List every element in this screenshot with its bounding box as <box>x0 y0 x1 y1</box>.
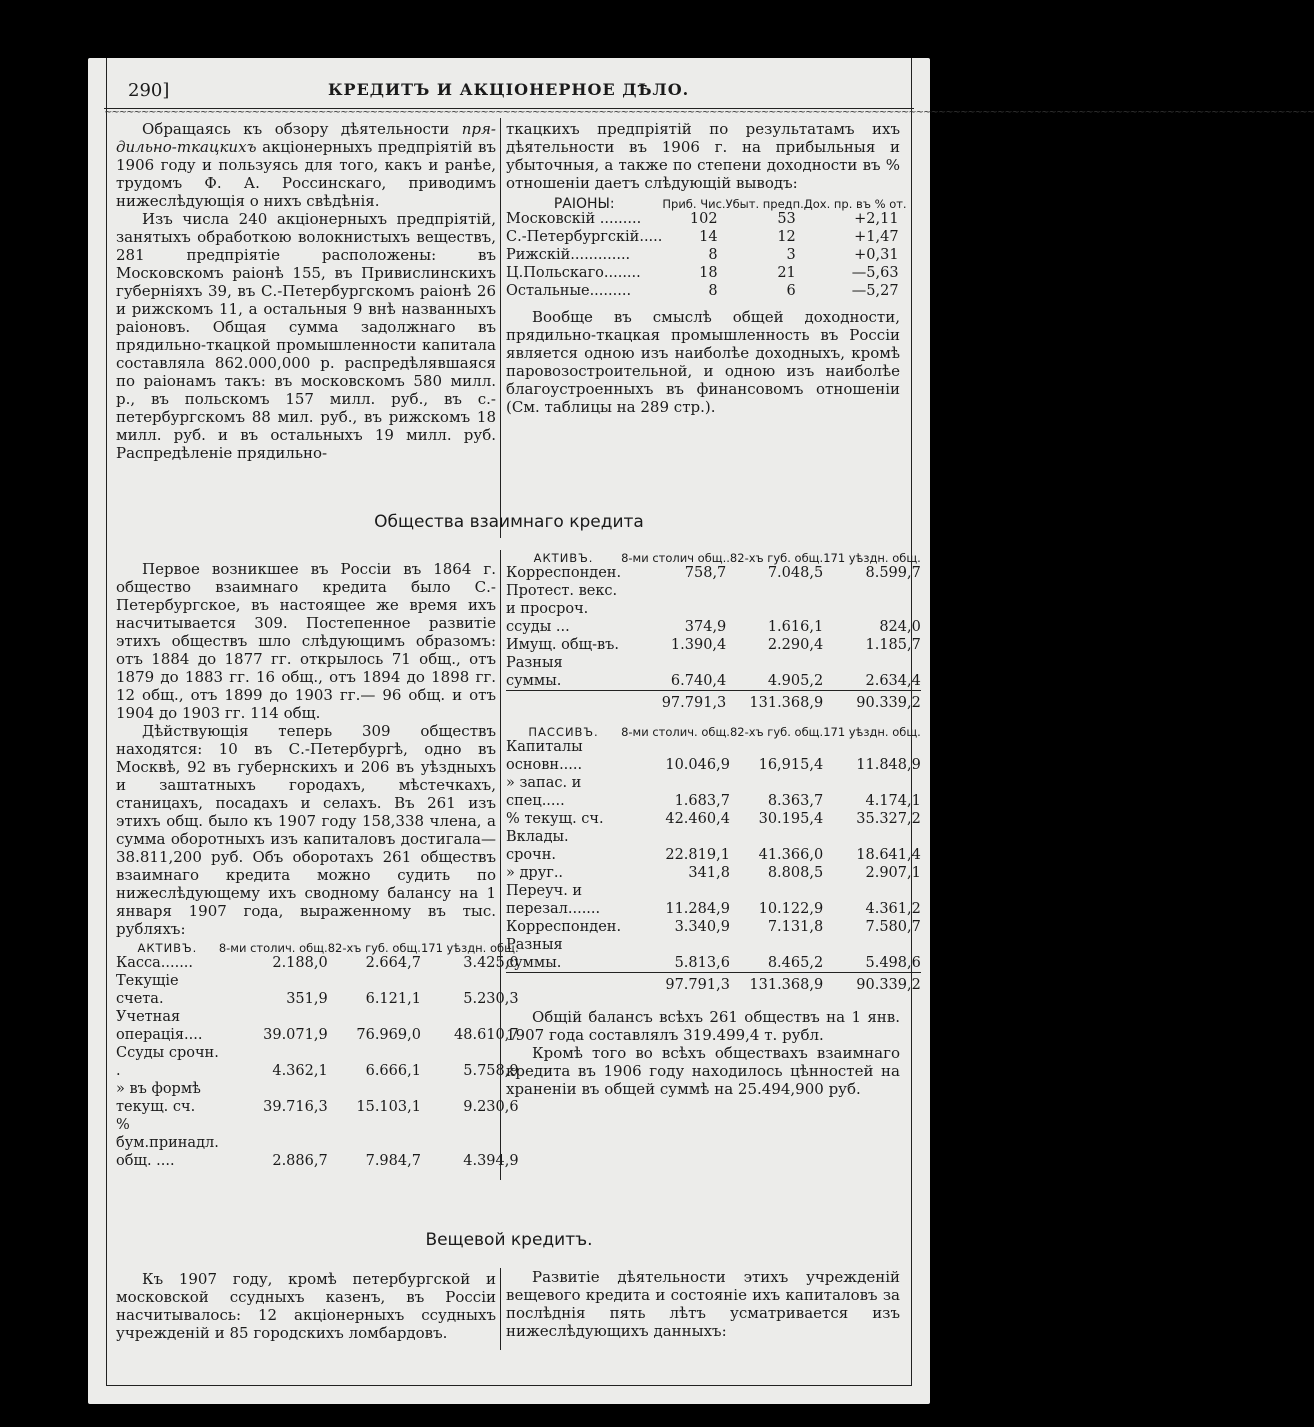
table-cell: 10.122,9 <box>758 901 824 917</box>
top-right-column <box>506 120 907 416</box>
table-cell: 7.048,5 <box>767 565 824 581</box>
paragraph: Общій балансъ всѣхъ 261 обществъ на 1 янв. 1907 года составлялъ 319.499,4 т. рубл. <box>506 1008 900 1044</box>
page-header <box>128 76 890 106</box>
table-head: 171 уѣздн. общ. <box>420 941 519 955</box>
row-label: Переуч. и перезал....... <box>506 883 601 917</box>
page <box>88 58 1314 1404</box>
table-cell: 3.425,0 <box>463 955 519 971</box>
paragraph: Первое возникшее въ Россіи въ 1864 г. общество взаимнаго кредита было С.-Петербургское, въ настоящее же время ихъ насчитывается 309. Постепенное развитіе этихъ обществъ шло слѣдующимъ образомъ: отъ 1884 до 1877 гг. открылось 71 общ., отъ 1879 до 1883 гг. 16 общ., отъ 1894 до 1898 гг. 12 общ., отъ 1899 до 1903 гг.— 96 общ. и отъ 1904 до 1903 гг. 114 общ. <box>116 560 496 722</box>
table-head: Приб. Чис. <box>662 197 726 211</box>
table-cell: 102 <box>689 211 718 227</box>
raion-name: Московскій ......... <box>506 211 642 227</box>
top-left-column <box>116 120 496 462</box>
table-head: 8-ми столич общ. <box>621 551 727 565</box>
table-cell: 9.230,6 <box>463 1099 519 1115</box>
table-cell: 39.716,3 <box>263 1099 328 1115</box>
table-head: 8-ми столич. общ. <box>621 725 730 739</box>
table-row <box>506 636 921 654</box>
row-label: Текущіе счета. <box>116 973 179 1007</box>
table-row <box>506 228 907 246</box>
table-cell: 30.195,4 <box>758 811 824 827</box>
paragraph: Кромѣ того во всѣхъ обществахъ взаимнаго кредита въ 1906 году находилось цѣнностей на храненіи въ общей суммѣ на 25.494,900 руб. <box>506 1044 900 1098</box>
table-row <box>116 1008 519 1044</box>
table-cell: 12 <box>777 229 796 245</box>
table-cell: 2.188,0 <box>272 955 328 971</box>
table-cell: 8.363,7 <box>767 793 824 809</box>
table-cell: 7.984,7 <box>365 1153 421 1169</box>
table-cell: 1.390,4 <box>670 637 727 653</box>
table-cell: 5.230,3 <box>463 991 519 1007</box>
table-row <box>506 864 921 882</box>
table-cell: 21 <box>777 265 796 281</box>
row-label: Корреспонден. <box>506 565 622 581</box>
table-cell: 42.460,4 <box>665 811 730 827</box>
paragraph: Къ 1907 году, кромѣ петербургской и московской ссудныхъ казенъ, въ Россіи насчитывалось: 12 акціонерныхъ ссудныхъ учрежденій и 85 городскихъ ломбардовъ. <box>116 1270 496 1342</box>
paragraph: Вообще въ смыслѣ общей доходности, прядильно-ткацкая промышленность въ Россіи является одною изъ наиболѣе доходныхъ, кромѣ паровозостроительной, и одною изъ наиболѣе благоустроенныхъ въ финансовомъ отношеніи (См. таблицы на 289 стр.). <box>506 308 900 416</box>
section2-right-column <box>506 551 921 1098</box>
table-cell: 4.174,1 <box>865 793 921 809</box>
table-cell: 351,9 <box>286 991 328 1007</box>
section-title: Общества взаимнаго кредита <box>374 512 644 532</box>
table-cell: 6.666,1 <box>365 1063 421 1079</box>
table-cell: 1.616,1 <box>767 619 824 635</box>
table-cell: 14 <box>699 229 718 245</box>
table-row <box>506 774 921 810</box>
table-row <box>506 918 921 936</box>
row-label: » друг.. <box>506 865 564 881</box>
table-cell: 5.758,9 <box>463 1063 519 1079</box>
table-cell: 6 <box>786 283 796 299</box>
table-row <box>506 828 921 864</box>
table-cell: 16,915,4 <box>758 757 824 773</box>
table-cell: +1,47 <box>854 229 899 245</box>
column-divider <box>500 1268 501 1350</box>
table-cell: 5.498,6 <box>865 955 921 971</box>
table-row <box>506 882 921 918</box>
paragraph: Обращаясь къ обзору дѣятельности пря-дильно-ткацкихъ акціонерныхъ предпріятій въ 1906 году и пользуясь для того, какъ и ранѣе, трудомъ Ф. А. Россинскаго, приводимъ нижеслѣдующія о нихъ свѣдѣнія. <box>116 120 496 210</box>
table-cell: 15.103,1 <box>356 1099 421 1115</box>
row-label: Вклады. срочн. <box>506 829 569 863</box>
table-cell: 758,7 <box>684 565 727 581</box>
table-row <box>506 936 921 973</box>
row-label: » запас. и спец..... <box>506 775 582 809</box>
paragraph: Развитіе дѣятельности этихъ учрежденій вещевого кредита и состояніе ихъ капиталовъ за послѣднія пять лѣтъ усматривается изъ нижеслѣдующихъ данныхъ: <box>506 1268 900 1340</box>
table-row <box>506 210 907 228</box>
table-cell: +2,11 <box>854 211 899 227</box>
table-head: 82-хъ губ. общ. <box>327 941 421 955</box>
table-cell: 10.046,9 <box>665 757 730 773</box>
wavy-rule: ~~~~~~~~~~~~~~~~~~~~~~~~~~~~~~~~~~~~~~~~~~~~~~~~~~~~~~~~~~~~~~~~~~~~~~~~~~~~~~~~~~~~~~~~~~~~~~~~~~~~~~~~~~~~~~~~~~~~~~~~~~~~~~~~~~~~~~~~~~~~~~~~~~~~~~~~~~~~~~~~~~~~ <box>104 107 1314 118</box>
table-cell: 4.362,1 <box>272 1063 328 1079</box>
section2-left-column <box>116 560 519 1170</box>
row-label: » въ формѣ текущ. сч. <box>116 1081 201 1115</box>
table-cell: 4.394,9 <box>463 1153 519 1169</box>
table-title: АКТИВЪ. <box>137 941 198 955</box>
table-cell: 18 <box>699 265 718 281</box>
table-row <box>506 810 921 828</box>
section3-right-column <box>506 1268 900 1340</box>
table-cell: 3.340,9 <box>674 919 730 935</box>
page-number: 290] <box>128 80 170 101</box>
table-cell: 8.465,2 <box>767 955 824 971</box>
table-title: АКТИВЪ. <box>533 551 594 565</box>
table-cell: 2.664,7 <box>365 955 421 971</box>
table-cell: 8.808,5 <box>767 865 824 881</box>
table-row <box>116 1080 519 1116</box>
table-cell: 76.969,0 <box>356 1027 421 1043</box>
table-cell: 8 <box>708 283 718 299</box>
table-cell: 22.819,1 <box>665 847 730 863</box>
row-label: Разныя суммы. <box>506 937 563 971</box>
table-row <box>116 954 519 972</box>
table-head: РАІОНЫ: <box>553 196 615 212</box>
table-cell: 8.599,7 <box>865 565 921 581</box>
table-row <box>506 264 907 282</box>
row-label: % бум.принадл. общ. .... <box>116 1117 219 1169</box>
section3-left-column <box>116 1270 496 1342</box>
row-label: Разныя суммы. <box>506 655 563 689</box>
table-cell: —5,63 <box>851 265 899 281</box>
table-cell: 3 <box>786 247 796 263</box>
table-cell: 8 <box>708 247 718 263</box>
raions-table <box>506 198 907 300</box>
section-title: Вещевой кредитъ. <box>425 1230 593 1250</box>
table-cell: +0,31 <box>854 247 899 263</box>
table-cell: 374,9 <box>684 619 727 635</box>
raion-name: Ц.Польскаго........ <box>506 265 641 281</box>
column-divider <box>500 118 501 538</box>
table-total: 97.791,3 131.368,9 90.339,2 <box>506 691 921 713</box>
table-cell: 11.848,9 <box>856 757 921 773</box>
table-row <box>506 582 921 636</box>
table-cell: 48.610,7 <box>454 1027 519 1043</box>
table-row <box>506 654 921 691</box>
table-head: 82-хъ губ. общ. <box>729 725 824 739</box>
table-cell: 7.131,8 <box>767 919 824 935</box>
table-cell: 2.290,4 <box>767 637 824 653</box>
table-head: .82-хъ губ. общ. <box>726 551 824 565</box>
table-cell: 4.905,2 <box>767 673 824 689</box>
table-cell: 341,8 <box>688 865 730 881</box>
table-head: Убыт. предп. <box>725 197 804 211</box>
row-label: % текущ. сч. <box>506 811 604 827</box>
table-row <box>116 972 519 1008</box>
table-cell: 2.907,1 <box>865 865 921 881</box>
table-head: 171 уѣздн. общ. <box>823 725 921 739</box>
table-row <box>116 1116 519 1170</box>
table-cell: 6.740,4 <box>670 673 727 689</box>
table-row <box>506 282 907 300</box>
table-cell: 1.683,7 <box>674 793 730 809</box>
raion-name: С.-Петербургскій..... <box>506 229 663 245</box>
table-cell: 1.185,7 <box>865 637 921 653</box>
table-cell: 4.361,2 <box>865 901 921 917</box>
table-cell: 41.366,0 <box>758 847 824 863</box>
passiv-table <box>506 726 921 994</box>
table-total: 97.791,3 131.368,9 90.339,2 <box>506 973 921 995</box>
table-cell: —5,27 <box>851 283 899 299</box>
table-row <box>506 738 921 774</box>
paragraph: Изъ числа 240 акціонерныхъ предпріятій, занятыхъ обработкою волокнистыхъ веществъ, 281 предпріятіе расположены: въ Московскомъ раіонѣ 155, въ Привислинскихъ губерніяхъ 39, въ С.-Петербургскомъ раіонѣ 26 и рижскомъ 11, а остальныя 9 внѣ названныхъ раіоновъ. Общая сумма задолжнаго въ прядильно-ткацкой промышленности капитала составляла 862.000,000 р. распредѣлявшаяся по раіонамъ такъ: въ московскомъ 580 милл. р., въ польскомъ 157 милл. руб., въ с.-петербургскомъ 88 мил. руб., въ рижскомъ 18 милл. руб. и въ остальныхъ 19 милл. руб. Распредѣленіе прядильно- <box>116 210 496 462</box>
table-cell: 6.121,1 <box>365 991 421 1007</box>
table-title: ПАССИВЪ. <box>528 725 599 739</box>
column-divider <box>500 550 501 1180</box>
row-label: Корреспонден. <box>506 919 622 935</box>
table-row <box>506 246 907 264</box>
row-label: Ссуды срочн. . <box>116 1045 219 1079</box>
raion-name: Остальные......... <box>506 283 632 299</box>
page-title: КРЕДИТЪ И АКЦІОНЕРНОЕ ДѢЛО. <box>328 80 690 99</box>
row-label: Учетная операція.... <box>116 1009 203 1043</box>
row-label: Имущ. общ-въ. <box>506 637 619 653</box>
table-row <box>116 1044 519 1080</box>
paragraph: Дѣйствующія теперь 309 обществъ находятся: 10 въ С.-Петербургѣ, одно въ Москвѣ, 92 въ губернскихъ и 206 въ уѣздныхъ и заштатныхъ городахъ, мѣстечкахъ, станицахъ, посадахъ и селахъ. Въ 261 изъ этихъ общ. было къ 1907 году 158,338 члена, а сумма оборотныхъ изъ капиталовъ достигала— 38.811,200 руб. Объ оборотахъ 261 обществъ взаимнаго кредита можно судить по нижеслѣдующему ихъ сводному балансу на 1 января 1907 года, выраженному въ тыс. рубляхъ: <box>116 722 496 938</box>
aktiv-table-right <box>506 552 921 712</box>
raion-name: Рижскій............. <box>506 247 631 263</box>
table-row <box>506 564 921 582</box>
row-label: Касса....... <box>116 955 194 971</box>
table-cell: 18.641,4 <box>856 847 921 863</box>
row-label: Протест. векс. и просроч. ссуды ... <box>506 583 618 635</box>
table-cell: 11.284,9 <box>665 901 730 917</box>
table-cell: 824,0 <box>879 619 921 635</box>
table-head: 8-ми столич. общ. <box>218 941 328 955</box>
row-label: Капиталы основн..... <box>506 739 583 773</box>
table-cell: 7.580,7 <box>865 919 921 935</box>
table-cell: 2.886,7 <box>272 1153 328 1169</box>
table-head: Дох. пр. въ % от. <box>803 197 907 211</box>
table-cell: 35.327,2 <box>856 811 921 827</box>
table-cell: 5.813,6 <box>674 955 730 971</box>
table-head: 171 уѣздн. общ. <box>823 551 921 565</box>
table-cell: 39.071,9 <box>263 1027 328 1043</box>
aktiv-table-left <box>116 942 519 1170</box>
table-cell: 2.634,4 <box>865 673 921 689</box>
paragraph: ткацкихъ предпріятій по результатамъ ихъ дѣятельности въ 1906 г. на прибыльныя и убыточныя, а также по степени доходности въ % отношеніи даетъ слѣдующій выводъ: <box>506 120 900 192</box>
table-cell: 53 <box>777 211 796 227</box>
